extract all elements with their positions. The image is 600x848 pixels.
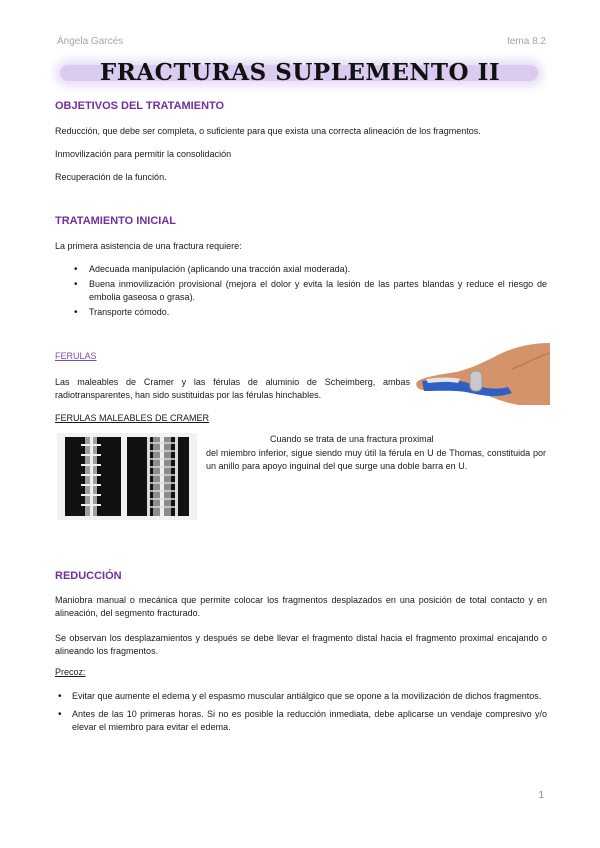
cramer-text: del miembro inferior, sigue siendo muy útil la férula en U de Thomas, constituida por un anillo para apoyo inguinal del que surge una doble barra en U. <box>206 448 546 471</box>
list-item: • Evitar que aumente el edema y el espasmo muscular antiálgico que se opone a la movilización de dichos fragmentos. <box>55 690 547 703</box>
reduccion-para2: Se observan los desplazamientos y después se debe llevar el fragmento distal hacia el fragmento proximal encajando o alineando los fragmentos. <box>55 633 547 656</box>
ferulas-text: Las maleables de Cramer y las férulas de aluminio de Scheimberg, ambas radiotransparentes, han sido sustituidas por las férulas hinchables. <box>55 377 410 400</box>
ferulas-heading: FERULAS <box>55 351 97 361</box>
reduccion-heading: REDUCCIÓN <box>55 570 122 582</box>
header-topic: tema 8.2 <box>507 36 546 47</box>
page-title: FRACTURAS SUPLEMENTO II <box>99 59 501 86</box>
tratamiento-heading: TRATAMIENTO INICIAL <box>55 215 176 227</box>
header-author: Ángela Garcés <box>57 36 124 47</box>
precoz-label: Precoz: <box>55 667 86 677</box>
objetivo-1: Reducción, que debe ser completa, o suficiente para que exista una correcta alineación de los fragmentos. <box>55 126 481 136</box>
reduccion-para1: Maniobra manual o mecánica que permite colocar los fragmentos desplazados en una posición de total contacto y en alineación, del segmento fracturado. <box>55 595 547 618</box>
cramer-subheading: FERULAS MALEABLES DE CRAMER <box>55 413 210 423</box>
objetivo-3: Recuperación de la función. <box>55 172 167 182</box>
list-item: • Adecuada manipulación (aplicando una tracción axial moderada). <box>55 263 547 276</box>
xray-image <box>57 433 197 520</box>
tratamiento-list <box>55 263 547 321</box>
cramer-text-line1: Cuando se trata de una fractura proximal <box>270 434 434 444</box>
tratamiento-intro: La primera asistencia de una fractura requiere: <box>55 241 242 251</box>
list-item: • Transporte cómodo. <box>55 306 547 319</box>
precoz-list <box>55 690 547 739</box>
objetivo-2: Inmovilización para permitir la consolidación <box>55 149 232 159</box>
list-item: • Antes de las 10 primeras horas. Si no es posible la reducción inmediata, debe aplicarse un vendaje compresivo y/o elevar el miembro para evitar el edema. <box>55 708 547 734</box>
list-item: • Buena inmovilización provisional (mejora el dolor y evita la lesión de las partes blandas y reduce el riesgo de embolia gaseosa o grasa). <box>55 278 547 304</box>
finger-splint-image <box>408 335 550 405</box>
objetivos-heading: OBJETIVOS DEL TRATAMIENTO <box>55 100 225 112</box>
page-number: 1 <box>538 790 544 801</box>
